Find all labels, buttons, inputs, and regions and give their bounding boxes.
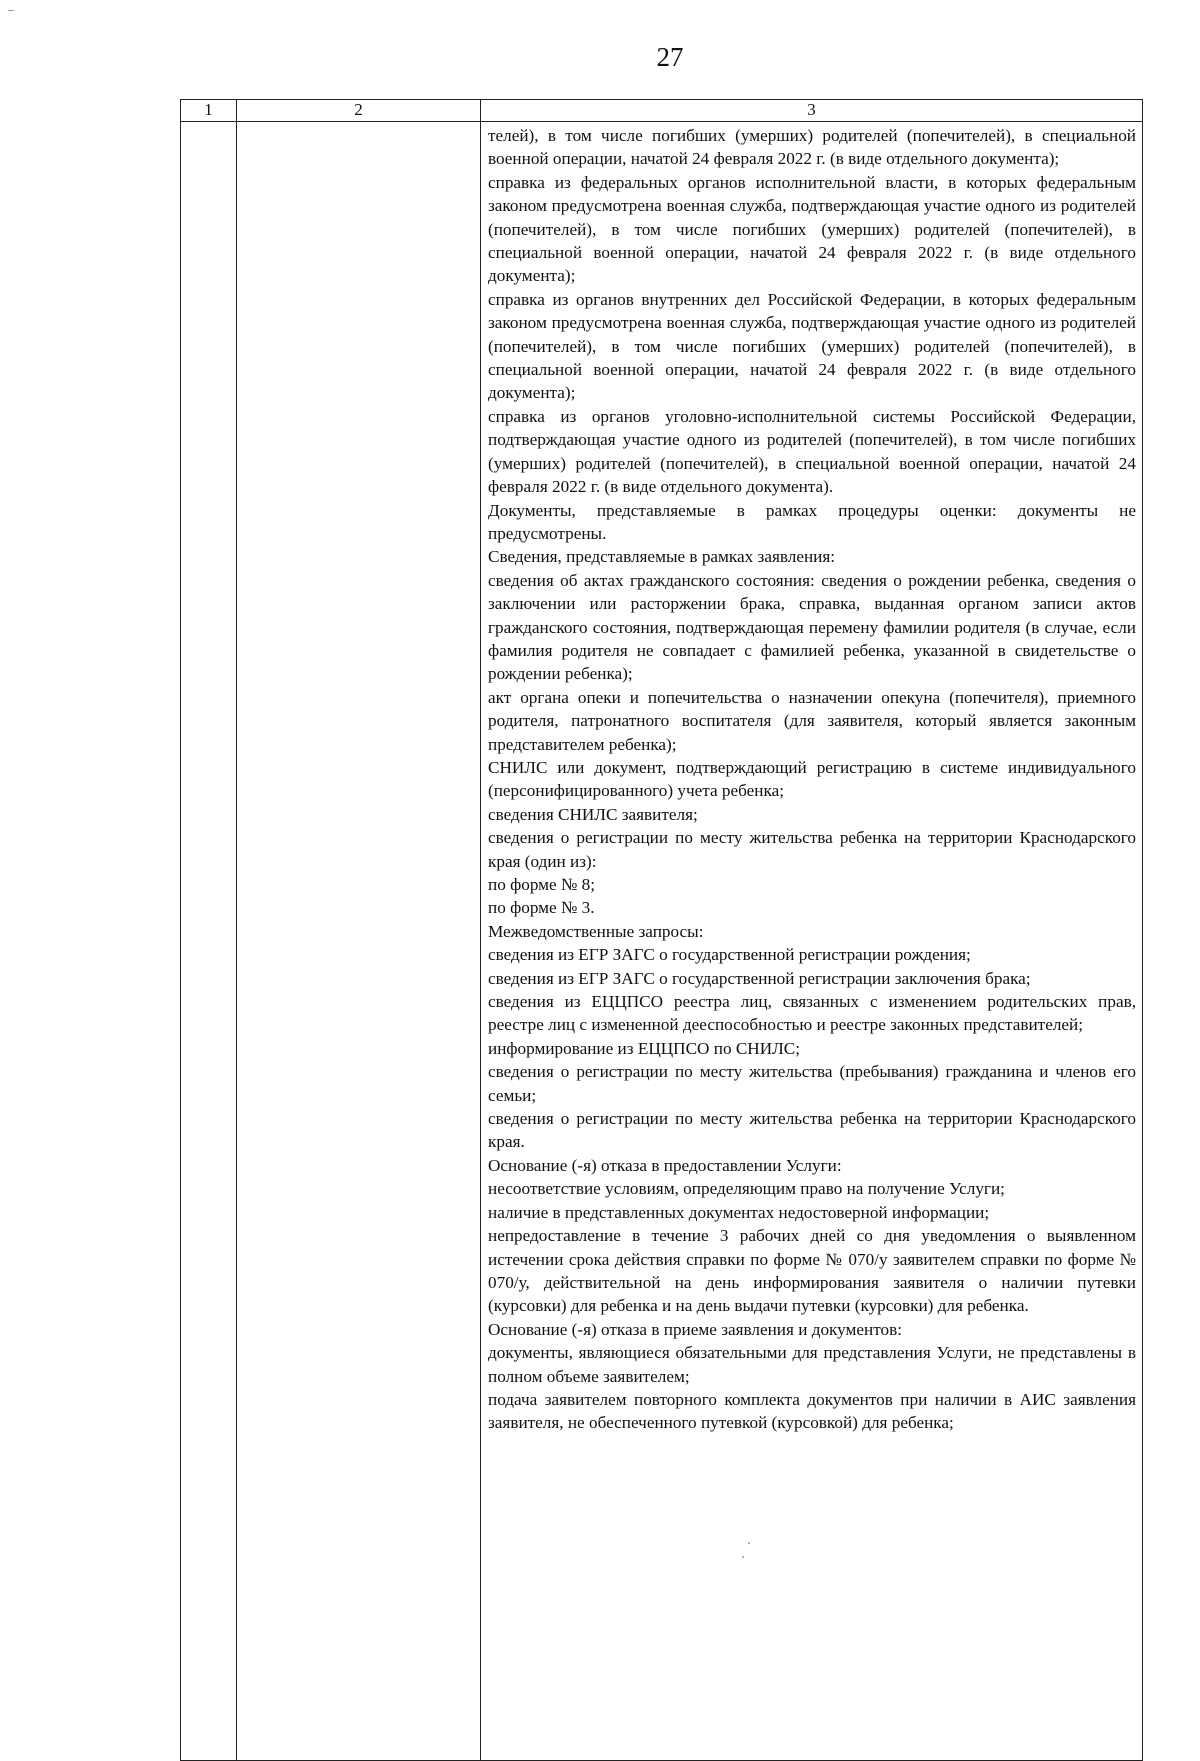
paragraph: телей), в том числе погибших (умерших) родителей (попечителей), в специальной военной операции, начатой 24 февраля 2022 г. (в виде отдельного документа); — [488, 126, 1136, 169]
column-header-3: 3 — [481, 100, 1143, 122]
paragraph: по форме № 8; — [488, 875, 596, 894]
paragraph: информирование из ЕЦЦПСО по СНИЛС; — [488, 1038, 801, 1058]
table-row — [181, 122, 1143, 1761]
column-header-2: 2 — [237, 100, 481, 122]
column-1-cell — [181, 122, 237, 1761]
paragraph: сведения о регистрации по месту жительства ребенка на территории Краснодарского края (один из): — [488, 828, 1136, 871]
column-2-cell — [237, 122, 481, 1761]
paragraph: несоответствие условиям, определяющим право на получение Услуги; — [488, 1179, 1005, 1199]
paragraph: сведения из ЕЦЦПСО реестра лиц, связанных с изменением родительских прав, реестре лиц с измененной дееспособностью и реестре законных представителей; — [488, 992, 1136, 1035]
page-number: 27 — [656, 42, 684, 72]
paragraph: СНИЛС или документ, подтверждающий регистрацию в системе индивидуального (персонифицированного) учета ребенка; — [488, 757, 1136, 801]
paragraph: Документы, представляемые в рамках процедуры оценки: документы не предусмотрены. — [488, 500, 1136, 543]
paragraph: по форме № 3. — [488, 898, 595, 918]
paragraph: справка из органов внутренних дел Российской Федерации, в которых федеральным законом предусмотрена военная служба, подтверждающая участие одного из родителей (попечителей), в том числе погибших (умерших) родителей (попечителей), в специальной военной операции, начатой 24 февраля 2022 г. (в виде отдельного документа); — [488, 289, 1136, 403]
paragraph: справка из органов уголовно-исполнительной системы Российской Федерации, подтверждающая участие одного из родителей (попечителей), в том числе погибших (умерших) родителей (попечителей), в специальной военной операции, начатой 24 февраля 2022 г. (в виде отдельного документа). — [488, 406, 1136, 497]
column-3-cell — [481, 122, 1143, 1761]
paragraph: сведения о регистрации по месту жительства ребенка на территории Краснодарского края. — [488, 1109, 1136, 1152]
paragraph: сведения СНИЛС заявителя; — [488, 804, 698, 824]
paragraph: документы, являющиеся обязательными для представления Услуги, не представлены в полном объеме заявителем; — [488, 1343, 1136, 1386]
paragraph: наличие в представленных документах недостоверной информации; — [488, 1202, 990, 1222]
paragraph: справка из федеральных органов исполнительной власти, в которых федеральным законом предусмотрена военная служба, подтверждающая участие одного из родителей (попечителей), в том числе погибших (умерших) родителей (попечителей), в специальной военной операции, начатой 24 февраля 2022 г. (в виде отдельного документа); — [488, 172, 1136, 286]
paragraph: Основание (-я) отказа в приеме заявления и документов: — [488, 1319, 902, 1339]
paragraph: непредоставление в течение 3 рабочих дней со дня уведомления о выявленном истечении срока действия справки по форме № 070/у заявителем справки по форме № 070/у, действительной на день информирования заявителя о наличии путевки (курсовки) для ребенка и на день выдачи путевки (курсовки) для ребенка. — [488, 1226, 1136, 1316]
scan-dot — [748, 1542, 750, 1544]
paragraph: подача заявителем повторного комплекта документов при наличии в АИС заявления заявителя, не обеспеченного путевкой (курсовкой) для ребенка; — [488, 1389, 1136, 1433]
table-header-row — [181, 100, 1143, 122]
paragraph: Межведомственные запросы: — [488, 921, 704, 941]
scan-dot — [8, 10, 14, 11]
paragraph: акт органа опеки и попечительства о назначении опекуна (попечителя), приемного родителя, патронатного воспитателя (для заявителя, который является законным представителем ребенка); — [488, 687, 1136, 754]
paragraph: сведения о регистрации по месту жительства (пребывания) гражданина и членов его семьи; — [488, 1062, 1136, 1105]
paragraph: сведения из ЕГР ЗАГС о государственной регистрации заключения брака; — [488, 968, 1031, 988]
paragraph: Основание (-я) отказа в предоставлении Услуги: — [488, 1155, 842, 1175]
column-header-1: 1 — [181, 100, 237, 122]
paragraph: сведения об актах гражданского состояния: сведения о рождении ребенка, сведения о заключении или расторжении брака, справка, выданная органом записи актов гражданского состояния, подтверждающая перемену фамилии родителя (в случае, если фамилия родителя не совпадает с фамилией ребенка, указанной в свидетельстве о рождении ребенка); — [488, 570, 1136, 684]
document-table — [180, 99, 1143, 1761]
paragraph: Сведения, представляемые в рамках заявления: — [488, 547, 836, 567]
scan-dot — [742, 1556, 744, 1558]
paragraph: сведения из ЕГР ЗАГС о государственной регистрации рождения; — [488, 945, 971, 965]
